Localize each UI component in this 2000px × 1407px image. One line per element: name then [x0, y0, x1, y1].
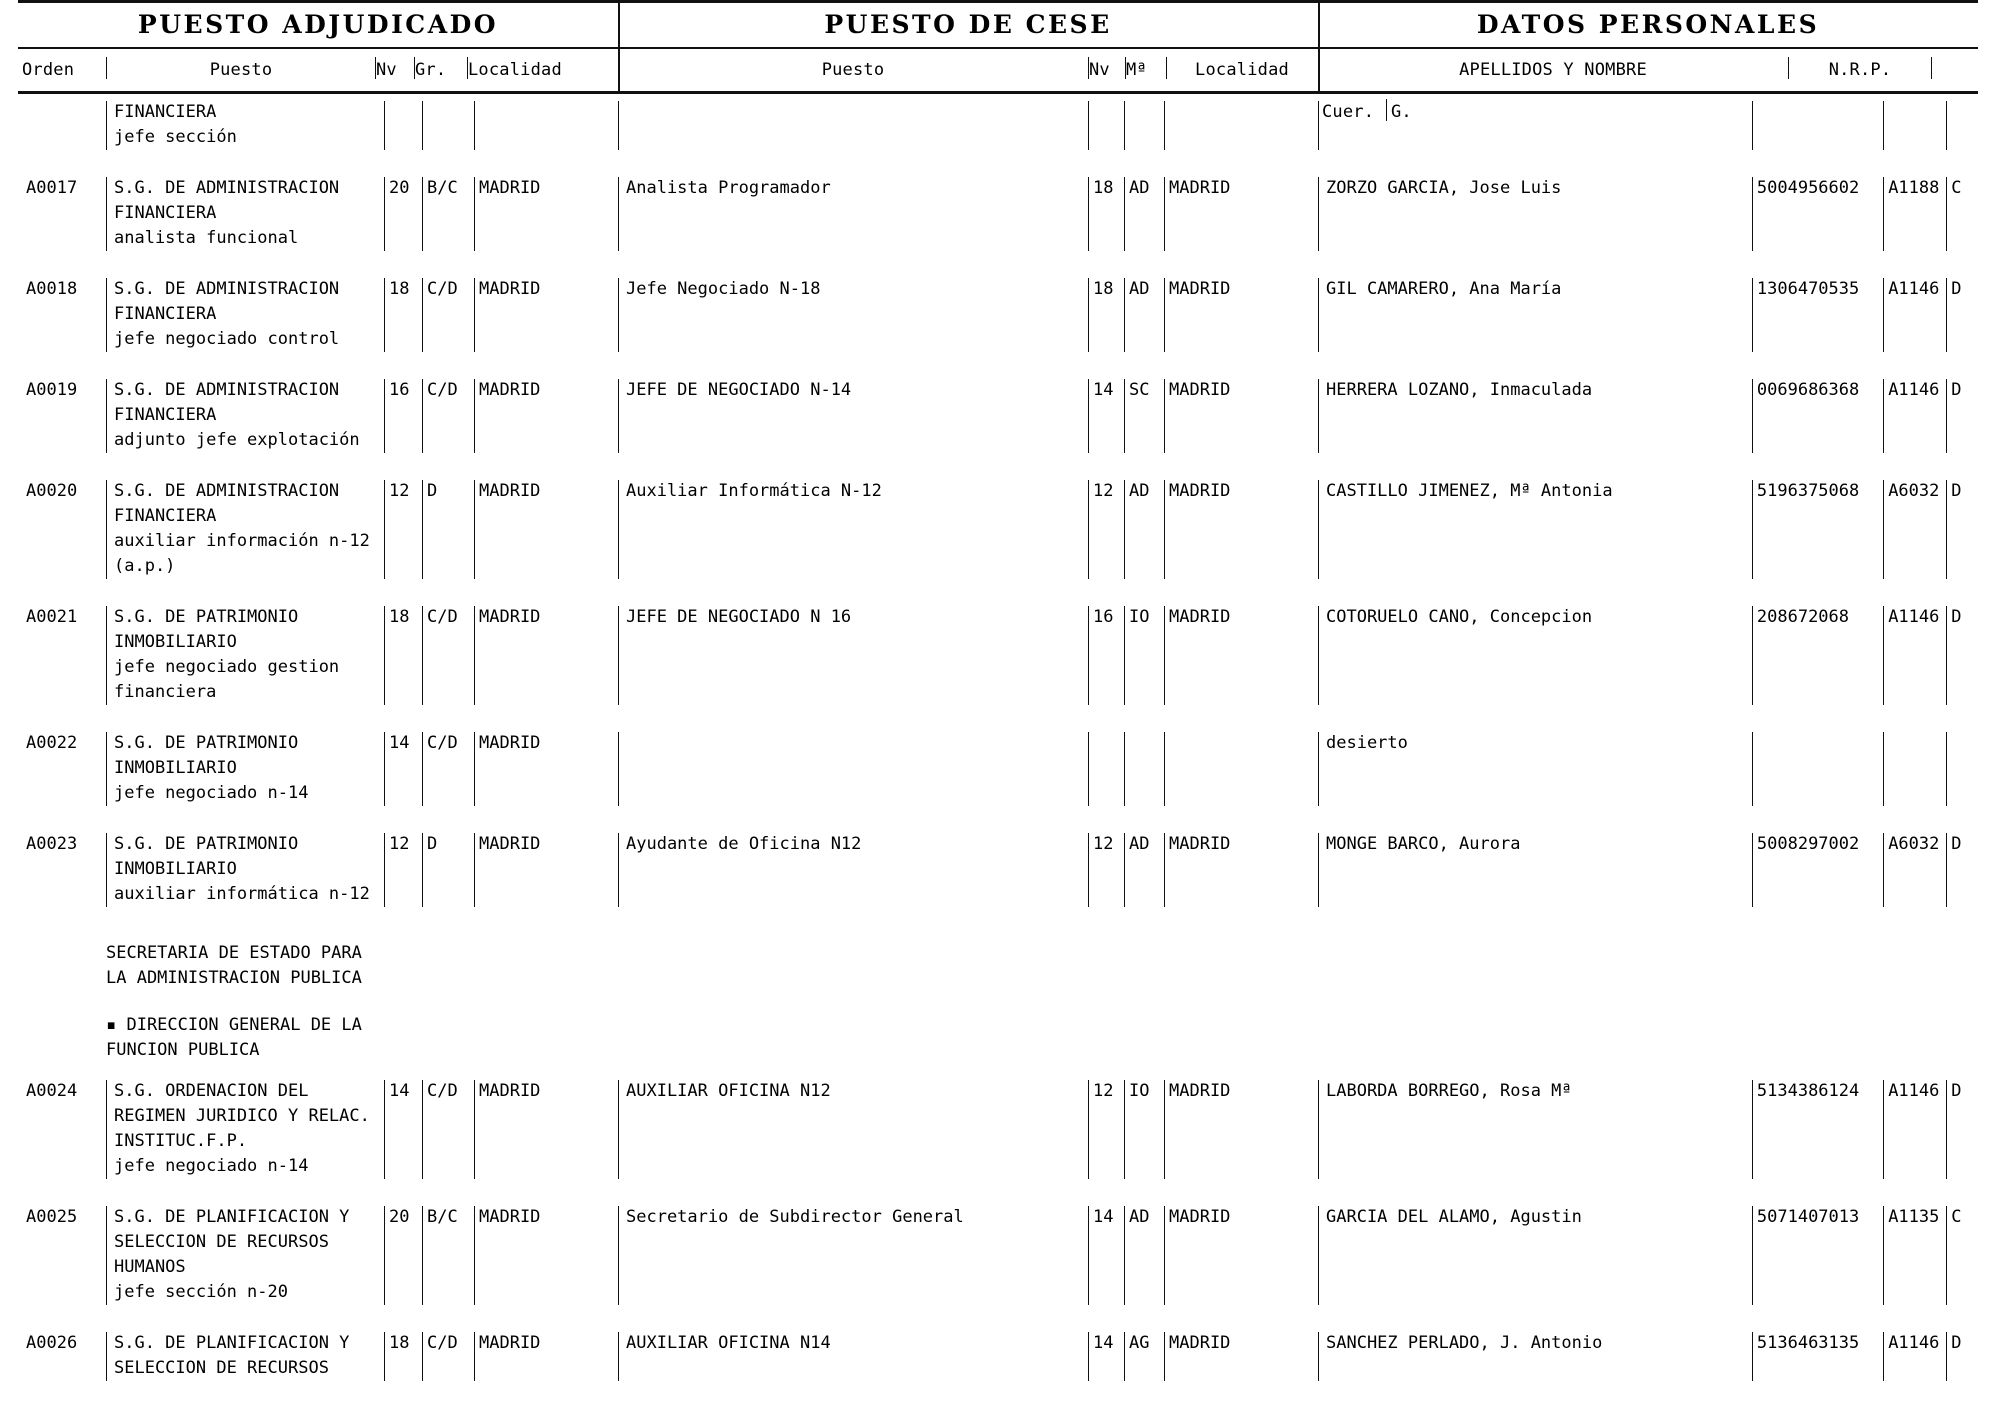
- column-header-localidad-adjudicado: Localidad: [468, 60, 562, 80]
- cell-localidad-cese: MADRID: [1164, 832, 1314, 907]
- row-cells-puesto-adjudicado: [18, 176, 618, 251]
- cell-localidad-cese: [1164, 100, 1314, 150]
- cell-g: D: [1946, 277, 1978, 352]
- cell-localidad-cese: MADRID: [1164, 605, 1314, 705]
- cell-cuer: A1146: [1883, 1331, 1946, 1381]
- cell-localidad-adjudicado: MADRID: [474, 731, 604, 806]
- column-header-nv-cese: Nv: [1089, 60, 1110, 80]
- cell-ma: [1124, 731, 1164, 806]
- cell-g: [1946, 731, 1978, 806]
- cell-nrp: [1752, 731, 1883, 806]
- row-cells-datos-personales: [1318, 277, 1978, 352]
- cell-nrp: 5008297002: [1752, 832, 1883, 907]
- cell-g: C: [1946, 1205, 1978, 1305]
- row-cells-puesto-de-cese: [618, 1079, 1318, 1179]
- row-cells-puesto-adjudicado: [18, 479, 618, 579]
- cell-cuer: A1146: [1883, 605, 1946, 705]
- group-header-datos-personales: DATOS PERSONALES: [1318, 3, 1978, 47]
- row-gap: [18, 1305, 1978, 1331]
- column-header-ma: Mª: [1126, 60, 1147, 80]
- cell-gr: C/D: [422, 1331, 474, 1381]
- row-gap: [18, 806, 1978, 832]
- row-cells-puesto-de-cese: [618, 1205, 1318, 1305]
- row-cells-puesto-de-cese: [618, 479, 1318, 579]
- cell-g: D: [1946, 605, 1978, 705]
- cell-puesto-adjudicado: S.G. ORDENACION DEL REGIMEN JURIDICO Y RELAC. INSTITUC.F.P. jefe negociado n-14: [106, 1079, 384, 1179]
- cell-localidad-cese: MADRID: [1164, 1205, 1314, 1305]
- cell-localidad-adjudicado: MADRID: [474, 1205, 604, 1305]
- row-cells-puesto-de-cese: [618, 378, 1318, 453]
- column-header-g: G.: [1391, 102, 1412, 122]
- table-row: [18, 1205, 1978, 1305]
- cell-nv-adjudicado: 14: [384, 1079, 422, 1179]
- row-cells-datos-personales: [1318, 605, 1978, 705]
- section-heading-direccion-general: ▪ DIRECCION GENERAL DE LA FUNCION PUBLICA: [106, 1015, 362, 1060]
- cell-ma: AD: [1124, 277, 1164, 352]
- row-cells-puesto-de-cese: [618, 605, 1318, 705]
- cell-apellidos-y-nombre: HERRERA LOZANO, Inmaculada: [1318, 378, 1752, 453]
- cell-ma: AG: [1124, 1331, 1164, 1381]
- cell-nv-cese: 12: [1088, 832, 1124, 907]
- cell-orden: A0017: [26, 178, 78, 198]
- cell-puesto-adjudicado: S.G. DE ADMINISTRACION FINANCIERA auxiliar información n-12 (a.p.): [106, 479, 384, 579]
- row-cells-puesto-de-cese: [618, 1331, 1318, 1381]
- row-cells-datos-personales: [1318, 378, 1978, 453]
- cell-nv-adjudicado: 16: [384, 378, 422, 453]
- cell-localidad-adjudicado: MADRID: [474, 277, 604, 352]
- cell-cuer: A6032: [1883, 479, 1946, 579]
- table-rows-group-two: [18, 1079, 1978, 1407]
- column-headers-puesto-de-cese: [618, 49, 1318, 91]
- cell-puesto-cese: [618, 731, 1088, 806]
- cell-apellidos-y-nombre: SANCHEZ PERLADO, J. Antonio: [1318, 1331, 1752, 1381]
- row-cells-puesto-de-cese: [618, 277, 1318, 352]
- cell-puesto-adjudicado: S.G. DE ADMINISTRACION FINANCIERA jefe negociado control: [106, 277, 384, 352]
- cell-cuer: A1135: [1883, 1205, 1946, 1305]
- cell-orden: A0023: [26, 834, 78, 854]
- cell-gr: C/D: [422, 1079, 474, 1179]
- cell-nv-cese: 14: [1088, 1331, 1124, 1381]
- cell-localidad-adjudicado: MADRID: [474, 176, 604, 251]
- cell-apellidos-y-nombre: GIL CAMARERO, Ana María: [1318, 277, 1752, 352]
- row-cells-puesto-adjudicado: [18, 277, 618, 352]
- cell-localidad-adjudicado: MADRID: [474, 832, 604, 907]
- cell-puesto-cese: AUXILIAR OFICINA N14: [618, 1331, 1088, 1381]
- cell-puesto-cese: JEFE DE NEGOCIADO N 16: [618, 605, 1088, 705]
- table-column-header-row: [18, 49, 1978, 122]
- cell-g: D: [1946, 479, 1978, 579]
- group-header-puesto-adjudicado: PUESTO ADJUDICADO: [137, 10, 499, 39]
- cell-orden: A0021: [26, 607, 78, 627]
- column-headers-datos-personales: [1318, 49, 1978, 122]
- cell-puesto-cese: JEFE DE NEGOCIADO N-14: [618, 378, 1088, 453]
- cell-localidad-cese: [1164, 731, 1314, 806]
- cell-nrp: 5136463135: [1752, 1331, 1883, 1381]
- cell-nv-adjudicado: 20: [384, 176, 422, 251]
- cell-nrp: 208672068: [1752, 605, 1883, 705]
- row-cells-puesto-adjudicado: [18, 100, 618, 150]
- row-cells-datos-personales: [1318, 1331, 1978, 1381]
- cell-orden: A0025: [26, 1207, 78, 1227]
- row-cells-datos-personales: [1318, 176, 1978, 251]
- cell-nv-cese: 14: [1088, 1205, 1124, 1305]
- cell-g: [1946, 100, 1978, 150]
- cell-orden: A0020: [26, 481, 78, 501]
- cell-nrp: [1752, 100, 1883, 150]
- cell-ma: IO: [1124, 1079, 1164, 1179]
- column-separator: [1931, 57, 1932, 79]
- column-header-gr: Gr.: [415, 60, 447, 80]
- cell-apellidos-y-nombre: [1318, 100, 1752, 150]
- row-gap: [18, 705, 1978, 731]
- cell-puesto-adjudicado: S.G. DE PLANIFICACION Y SELECCION DE RECURSOS: [106, 1331, 384, 1381]
- cell-orden: A0024: [26, 1081, 78, 1101]
- cell-apellidos-y-nombre: desierto: [1318, 731, 1752, 806]
- cell-nv-cese: [1088, 100, 1124, 150]
- row-gap: [18, 251, 1978, 277]
- cell-gr: C/D: [422, 731, 474, 806]
- cell-localidad-adjudicado: MADRID: [474, 479, 604, 579]
- column-header-apellidos-y-nombre: APELLIDOS Y NOMBRE: [1459, 60, 1647, 80]
- cell-nv-cese: 14: [1088, 378, 1124, 453]
- cell-puesto-adjudicado: FINANCIERA jefe sección: [106, 100, 384, 150]
- row-cells-datos-personales: [1318, 479, 1978, 579]
- cell-nv-cese: [1088, 731, 1124, 806]
- cell-g: D: [1946, 1331, 1978, 1381]
- row-gap: [18, 907, 1978, 933]
- table-row: [18, 605, 1978, 705]
- cell-cuer: A1146: [1883, 378, 1946, 453]
- cell-nv-cese: 12: [1088, 1079, 1124, 1179]
- cell-nv-adjudicado: 12: [384, 479, 422, 579]
- column-header-puesto-adjudicado: Puesto: [209, 60, 273, 80]
- cell-g: D: [1946, 378, 1978, 453]
- cell-localidad-cese: MADRID: [1164, 378, 1314, 453]
- cell-localidad-cese: MADRID: [1164, 277, 1314, 352]
- cell-apellidos-y-nombre: COTORUELO CANO, Concepcion: [1318, 605, 1752, 705]
- table-rows-group-one: [18, 100, 1978, 933]
- cell-localidad-adjudicado: [474, 100, 604, 150]
- cell-apellidos-y-nombre: ZORZO GARCIA, Jose Luis: [1318, 176, 1752, 251]
- group-header-puesto-de-cese: PUESTO DE CESE: [618, 3, 1318, 47]
- cell-puesto-adjudicado: S.G. DE ADMINISTRACION FINANCIERA adjunto jefe explotación: [106, 378, 384, 453]
- cell-orden: [18, 100, 106, 150]
- cell-localidad-adjudicado: MADRID: [474, 1331, 604, 1381]
- table-row: [18, 1079, 1978, 1179]
- cell-ma: IO: [1124, 605, 1164, 705]
- cell-gr: C/D: [422, 277, 474, 352]
- cell-cuer: A1146: [1883, 1079, 1946, 1179]
- row-gap: [18, 579, 1978, 605]
- cell-puesto-adjudicado: S.G. DE PLANIFICACION Y SELECCION DE RECURSOS HUMANOS jefe sección n-20: [106, 1205, 384, 1305]
- cell-cuer: A6032: [1883, 832, 1946, 907]
- table-row: [18, 1331, 1978, 1381]
- column-header-localidad-cese: Localidad: [1195, 60, 1289, 80]
- cell-puesto-adjudicado: S.G. DE PATRIMONIO INMOBILIARIO jefe negociado gestion financiera: [106, 605, 384, 705]
- cell-localidad-cese: MADRID: [1164, 1331, 1314, 1381]
- cell-ma: SC: [1124, 378, 1164, 453]
- cell-ma: AD: [1124, 832, 1164, 907]
- cell-nrp: 5196375068: [1752, 479, 1883, 579]
- cell-localidad-cese: MADRID: [1164, 1079, 1314, 1179]
- cell-puesto-cese: Auxiliar Informática N-12: [618, 479, 1088, 579]
- cell-apellidos-y-nombre: LABORDA BORREGO, Rosa Mª: [1318, 1079, 1752, 1179]
- cell-nv-adjudicado: [384, 100, 422, 150]
- cell-orden: A0022: [26, 733, 78, 753]
- row-cells-datos-personales: [1318, 1079, 1978, 1179]
- cell-nrp: 5071407013: [1752, 1205, 1883, 1305]
- cell-nv-cese: 18: [1088, 277, 1124, 352]
- cell-gr: [422, 100, 474, 150]
- cell-nv-adjudicado: 14: [384, 731, 422, 806]
- table-body: [18, 94, 1978, 1407]
- column-header-orden: Orden: [22, 60, 75, 80]
- table-row: [18, 100, 1978, 150]
- cell-g: C: [1946, 176, 1978, 251]
- row-cells-datos-personales: [1318, 731, 1978, 806]
- row-gap: [18, 352, 1978, 378]
- cell-puesto-cese: Secretario de Subdirector General: [618, 1205, 1088, 1305]
- cell-nrp: 5004956602: [1752, 176, 1883, 251]
- cell-nv-adjudicado: 18: [384, 277, 422, 352]
- cell-puesto-adjudicado: S.G. DE PATRIMONIO INMOBILIARIO jefe negociado n-14: [106, 731, 384, 806]
- row-cells-puesto-adjudicado: [18, 832, 618, 907]
- cell-nrp: 0069686368: [1752, 378, 1883, 453]
- cell-cuer: [1883, 100, 1946, 150]
- cell-nrp: 1306470535: [1752, 277, 1883, 352]
- row-cells-datos-personales: [1318, 1205, 1978, 1305]
- cell-ma: AD: [1124, 1205, 1164, 1305]
- cell-nv-adjudicado: 18: [384, 1331, 422, 1381]
- cell-nv-adjudicado: 20: [384, 1205, 422, 1305]
- cell-ma: AD: [1124, 176, 1164, 251]
- cell-nv-adjudicado: 12: [384, 832, 422, 907]
- row-gap: [18, 453, 1978, 479]
- cell-apellidos-y-nombre: MONGE BARCO, Aurora: [1318, 832, 1752, 907]
- cell-gr: C/D: [422, 378, 474, 453]
- cell-puesto-adjudicado: S.G. DE ADMINISTRACION FINANCIERA analista funcional: [106, 176, 384, 251]
- row-cells-puesto-de-cese: [618, 731, 1318, 806]
- cell-apellidos-y-nombre: CASTILLO JIMENEZ, Mª Antonia: [1318, 479, 1752, 579]
- cell-localidad-adjudicado: MADRID: [474, 378, 604, 453]
- cell-puesto-cese: [618, 100, 1088, 150]
- cell-puesto-cese: Analista Programador: [618, 176, 1088, 251]
- cell-puesto-cese: Jefe Negociado N-18: [618, 277, 1088, 352]
- cell-gr: D: [422, 479, 474, 579]
- row-cells-puesto-de-cese: [618, 832, 1318, 907]
- column-header-nv-adjudicado: Nv: [376, 60, 397, 80]
- table-row: [18, 832, 1978, 907]
- column-header-puesto-cese: Puesto: [821, 60, 885, 80]
- cell-gr: B/C: [422, 1205, 474, 1305]
- cell-cuer: A1188: [1883, 176, 1946, 251]
- row-cells-puesto-adjudicado: [18, 731, 618, 806]
- cell-localidad-adjudicado: MADRID: [474, 605, 604, 705]
- cell-puesto-cese: Ayudante de Oficina N12: [618, 832, 1088, 907]
- cell-gr: C/D: [422, 605, 474, 705]
- row-cells-datos-personales: [1318, 832, 1978, 907]
- section-heading-secretaria-estado: SECRETARIA DE ESTADO PARA LA ADMINISTRACION PUBLICA: [106, 943, 362, 988]
- column-header-cuer: Cuer.: [1322, 102, 1375, 122]
- row-cells-puesto-adjudicado: [18, 1079, 618, 1179]
- cell-apellidos-y-nombre: GARCIA DEL ALAMO, Agustin: [1318, 1205, 1752, 1305]
- column-header-nrp: N.R.P.: [1828, 60, 1892, 80]
- cell-nrp: 5134386124: [1752, 1079, 1883, 1179]
- cell-puesto-adjudicado: S.G. DE PATRIMONIO INMOBILIARIO auxiliar informática n-12: [106, 832, 384, 907]
- table-row: [18, 277, 1978, 352]
- cell-localidad-cese: MADRID: [1164, 479, 1314, 579]
- cell-gr: D: [422, 832, 474, 907]
- cell-localidad-cese: MADRID: [1164, 176, 1314, 251]
- cell-orden: A0026: [26, 1333, 78, 1353]
- cell-nv-cese: 18: [1088, 176, 1124, 251]
- table-row: [18, 731, 1978, 806]
- table-row: [18, 479, 1978, 579]
- table-row: [18, 378, 1978, 453]
- row-cells-puesto-adjudicado: [18, 605, 618, 705]
- row-cells-datos-personales: [1318, 100, 1978, 150]
- row-cells-puesto-adjudicado: [18, 378, 618, 453]
- row-gap: [18, 1381, 1978, 1407]
- table-row: [18, 176, 1978, 251]
- cell-nv-adjudicado: 18: [384, 605, 422, 705]
- cell-cuer: [1883, 731, 1946, 806]
- row-gap: [18, 1179, 1978, 1205]
- row-cells-puesto-adjudicado: [18, 1205, 618, 1305]
- column-headers-puesto-adjudicado: [18, 49, 618, 91]
- row-cells-puesto-de-cese: [618, 176, 1318, 251]
- cell-orden: A0019: [26, 380, 78, 400]
- row-gap: [18, 150, 1978, 176]
- cell-g: D: [1946, 1079, 1978, 1179]
- cell-nv-cese: 12: [1088, 479, 1124, 579]
- row-cells-puesto-adjudicado: [18, 1331, 618, 1381]
- cell-g: D: [1946, 832, 1978, 907]
- cell-ma: [1124, 100, 1164, 150]
- cell-gr: B/C: [422, 176, 474, 251]
- cell-localidad-adjudicado: MADRID: [474, 1079, 604, 1179]
- table-group-header-row: [18, 3, 1978, 47]
- cell-cuer: A1146: [1883, 277, 1946, 352]
- cell-puesto-cese: AUXILIAR OFICINA N12: [618, 1079, 1088, 1179]
- row-cells-puesto-de-cese: [618, 100, 1318, 150]
- cell-ma: AD: [1124, 479, 1164, 579]
- cell-nv-cese: 16: [1088, 605, 1124, 705]
- cell-orden: A0018: [26, 279, 78, 299]
